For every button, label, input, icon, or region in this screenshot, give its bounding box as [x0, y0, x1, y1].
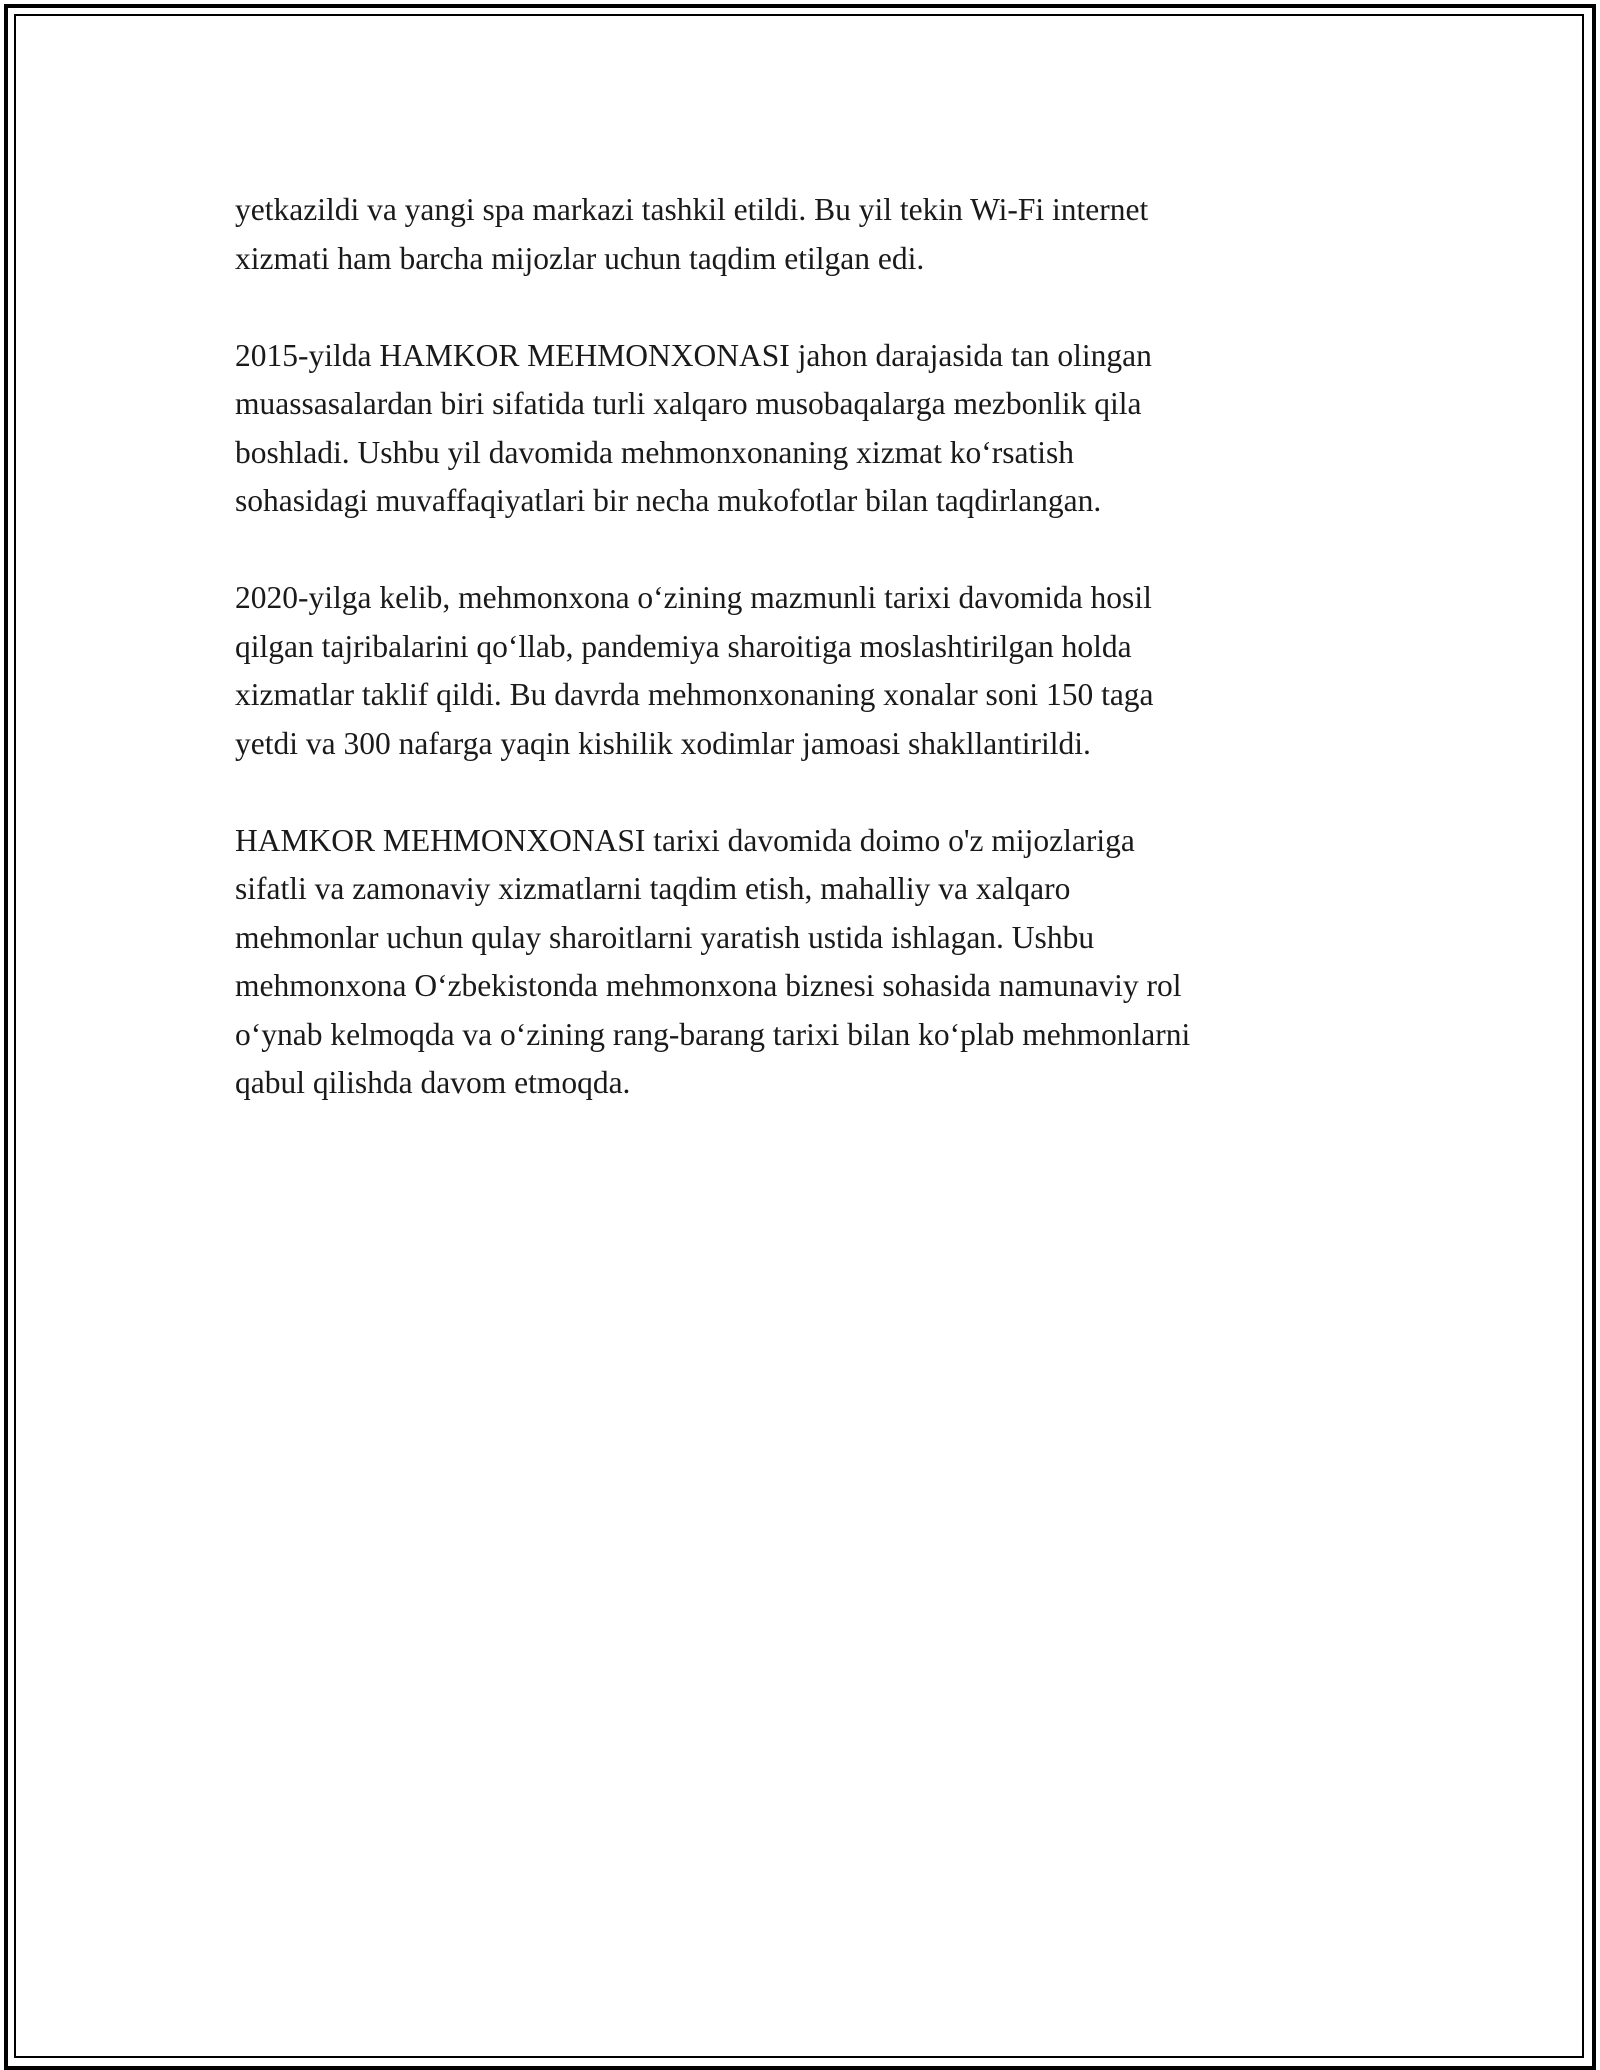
paragraph-history-summary: HAMKOR MEHMONXONASI tarixi davomida doimo o'z mijozlariga sifatli va zamonaviy xizmatlarni taqdim etish, mahalliy va xalqaro mehmonlar uchun qulay sharoitlarni yaratish ustida ishlagan. Ushbu mehmonxona O‘zbekistonda mehmonxona biznesi sohasida namunaviy rol o‘ynab kelmoqda va o‘zining rang-barang tarixi bilan ko‘plab mehmonlarni qabul qilishda davom etmoqda.: [235, 822, 1191, 1100]
paragraph-services: yetkazildi va yangi spa markazi tashkil etildi. Bu yil tekin Wi-Fi internet xizmati ham barcha mijozlar uchun taqdim etilgan edi.: [235, 192, 1149, 276]
document-body: [235, 186, 1365, 1156]
paragraph-2015: 2015-yilda HAMKOR MEHMONXONASI jahon darajasida tan olingan muassasalardan biri sifatida turli xalqaro musobaqalarga mezbonlik qila boshladi. Ushbu yil davomida mehmonxonaning xizmat ko‘rsatish sohasidagi muvaffaqiyatlari bir necha mukofotlar bilan taqdirlangan.: [235, 337, 1152, 518]
paragraph-2020: 2020-yilga kelib, mehmonxona o‘zining mazmunli tarixi davomida hosil qilgan tajribalarini qo‘llab, pandemiya sharoitiga moslashtirilgan holda xizmatlar taklif qildi. Bu davrda mehmonxonaning xonalar soni 150 taga yetdi va 300 nafarga yaqin kishilik xodimlar jamoasi shakllantirildi.: [235, 580, 1154, 761]
